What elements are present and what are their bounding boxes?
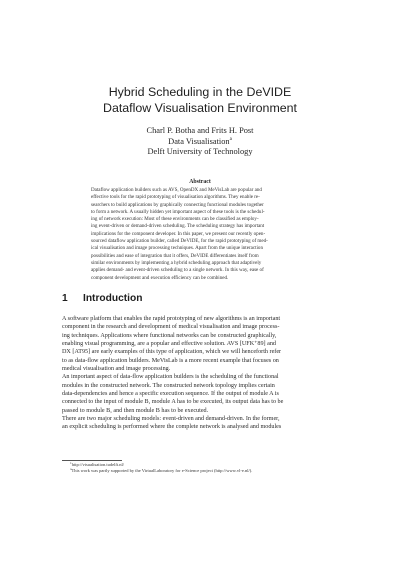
section-number: 1 (62, 293, 68, 304)
abstract-line: ical visualisation and image processing techniques. Apart from the unique interaction (91, 245, 263, 252)
footnote-text: http://visualisation.tudelft.nl/ (71, 462, 124, 467)
author-names: Charl P. Botha and Frits H. Post (146, 126, 254, 135)
introduction-body (62, 315, 342, 432)
body-line: passed to module B, and then module B has to be executed. (62, 407, 209, 414)
body-line: An important aspect of data-flow application builders is the scheduling of the functional (62, 374, 279, 381)
university: Delft University of Technology (147, 147, 253, 156)
abstract-heading: Abstract (189, 179, 211, 185)
abstract-line: similar environments by implementing a hybrid scheduling approach that adaptively (91, 259, 262, 266)
abstract-line: component development and execution efficiency can be combined. (91, 274, 229, 281)
footnote-mark: 1 (70, 461, 72, 465)
section-heading (62, 293, 142, 304)
body-line: modules in the constructed network. The constructed network topology implies certain (62, 382, 275, 389)
abstract-line: sourced dataflow application builder, called DeVIDE, for the rapid prototyping of med- (91, 238, 268, 245)
body-line: component in the research and development of medical visualisation and image process- (62, 324, 280, 331)
abstract-line: possibilities and ease of integration that it offers, DeVIDE differentiates itself from (91, 252, 259, 259)
footnote-2 (70, 468, 342, 474)
body-line: DX [AT95] are early examples of this type of application, which we will henceforth refer (62, 349, 282, 356)
footnote-mark: a (70, 467, 72, 472)
abstract-text (91, 187, 309, 282)
body-line: to as data-flow application builders. MeVisLab is a more recent example that focuses on (62, 357, 279, 364)
abstract-line: ing event-driven or demand-driven scheduling. The scheduling strategy has important (91, 223, 265, 230)
abstract-line: to form a network. A usually hidden yet important aspect of these tools is the schedul- (91, 208, 265, 215)
title-line-2: Dataflow Visualisation Environment (103, 101, 297, 115)
footnote-text: This work was partly supported by the VirtualLaboratory for e-Science project (http://www.vl-e.nl/). (71, 468, 253, 474)
footnotes (70, 462, 342, 475)
body-line: data-dependencies and hence a specific execution sequence. If the output of module A is (62, 391, 279, 398)
section-title: Introduction (83, 293, 143, 304)
affiliation-footnote-mark: a (229, 136, 232, 142)
author-block (0, 126, 400, 158)
abstract-line: ing of network execution: Most of these environments can be classified as employ- (91, 216, 259, 223)
body-line: There are two major scheduling models: event-driven and demand-driven. In the former, (62, 416, 280, 423)
body-line: ing techniques. Applications where functional networks can be constructed graphically, (62, 332, 277, 339)
abstract-line: implications for the component developer. In this paper, we present our recently open- (91, 230, 266, 237)
body-line: A software platform that enables the rapid prototyping of new algorithms is an important (62, 316, 281, 322)
affiliation (0, 137, 400, 148)
body-line: medical visualisation and image processing. (62, 366, 171, 373)
abstract-line: applies demand- and event-driven scheduling to a single network. In this way, ease of (91, 267, 264, 274)
affiliation-name: Data Visualisation (168, 136, 230, 146)
body-line: enabling visual programming, are a popular and effective solution. AVS [UFK⁺89] and (62, 341, 276, 348)
body-line: connected to the input of module B, module A has to be executed, its output data has to be (62, 399, 284, 406)
abstract-line: Dataflow application builders such as AVS, OpenDX and MeVisLab are popular and (91, 187, 262, 193)
body-line: an explicit scheduling is performed where the complete network is analysed and modules (62, 424, 282, 431)
title-line-1: Hybrid Scheduling in the DeVIDE (108, 85, 292, 99)
abstract-line: effective tools for the rapid prototyping of visualisation algorithms. They enable re- (91, 194, 260, 201)
abstract-line: searchers to build applications by graphically connecting functional modules together (91, 201, 264, 208)
paper-title (0, 84, 400, 116)
